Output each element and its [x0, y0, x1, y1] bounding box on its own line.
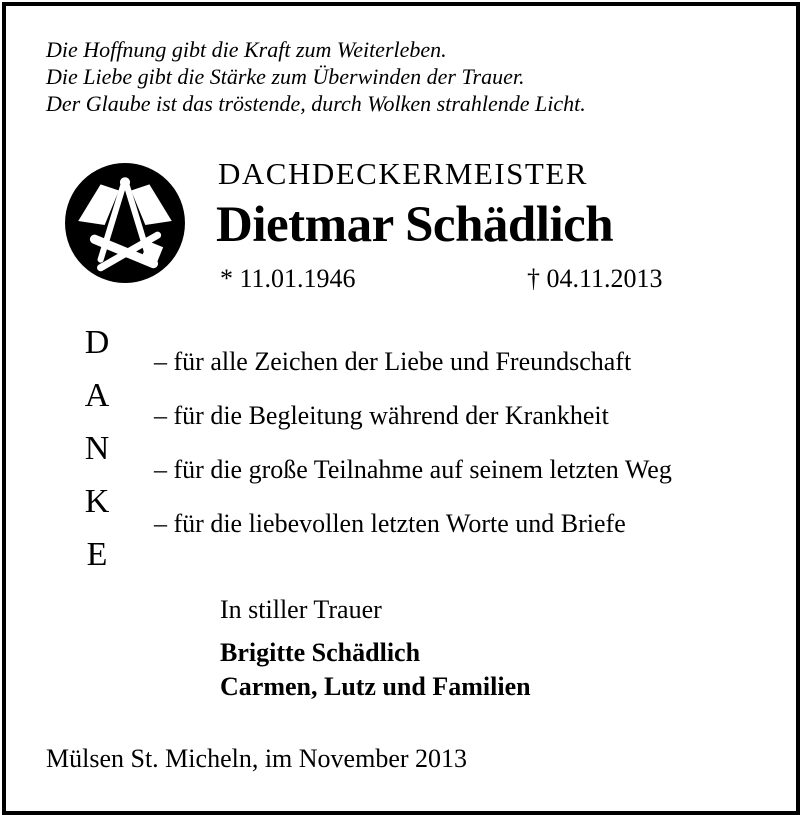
- profession-title: DACHDECKERMEISTER: [218, 156, 588, 191]
- thanks-item: – für die große Teilnahme auf seinem letzten Weg: [154, 455, 672, 484]
- mourning-label: In stiller Trauer: [220, 595, 382, 624]
- obituary-notice: [2, 2, 800, 815]
- danke-letter: A: [84, 377, 110, 414]
- mourner-name: Carmen, Lutz und Familien: [220, 672, 531, 701]
- quote-line: Der Glaube ist das tröstende, durch Wolken strahlende Licht.: [46, 91, 586, 116]
- thanks-item: – für die Begleitung während der Krankheit: [154, 401, 609, 430]
- danke-letter: K: [84, 483, 110, 520]
- deceased-name: Dietmar Schädlich: [216, 197, 614, 253]
- danke-letter: N: [84, 430, 110, 467]
- quote-line: Die Liebe gibt die Stärke zum Überwinden der Trauer.: [46, 64, 525, 89]
- roofer-guild-emblem-icon: [64, 162, 186, 284]
- quote-line: Die Hoffnung gibt die Kraft zum Weiterleben.: [46, 37, 447, 62]
- thanks-item: – für alle Zeichen der Liebe und Freundschaft: [154, 347, 632, 376]
- danke-letter: D: [84, 324, 110, 361]
- place-and-date: Mülsen St. Micheln, im November 2013: [46, 744, 468, 773]
- birth-date: * 11.01.1946: [220, 264, 356, 293]
- mourner-name: Brigitte Schädlich: [220, 638, 421, 667]
- mourners-list: [220, 636, 531, 704]
- death-date: † 04.11.2013: [527, 264, 663, 293]
- thanks-list: [154, 344, 672, 560]
- quote-block: [46, 36, 586, 117]
- danke-vertical: [72, 316, 122, 581]
- danke-letter: E: [86, 536, 108, 573]
- thanks-item: – für die liebevollen letzten Worte und Briefe: [154, 509, 626, 538]
